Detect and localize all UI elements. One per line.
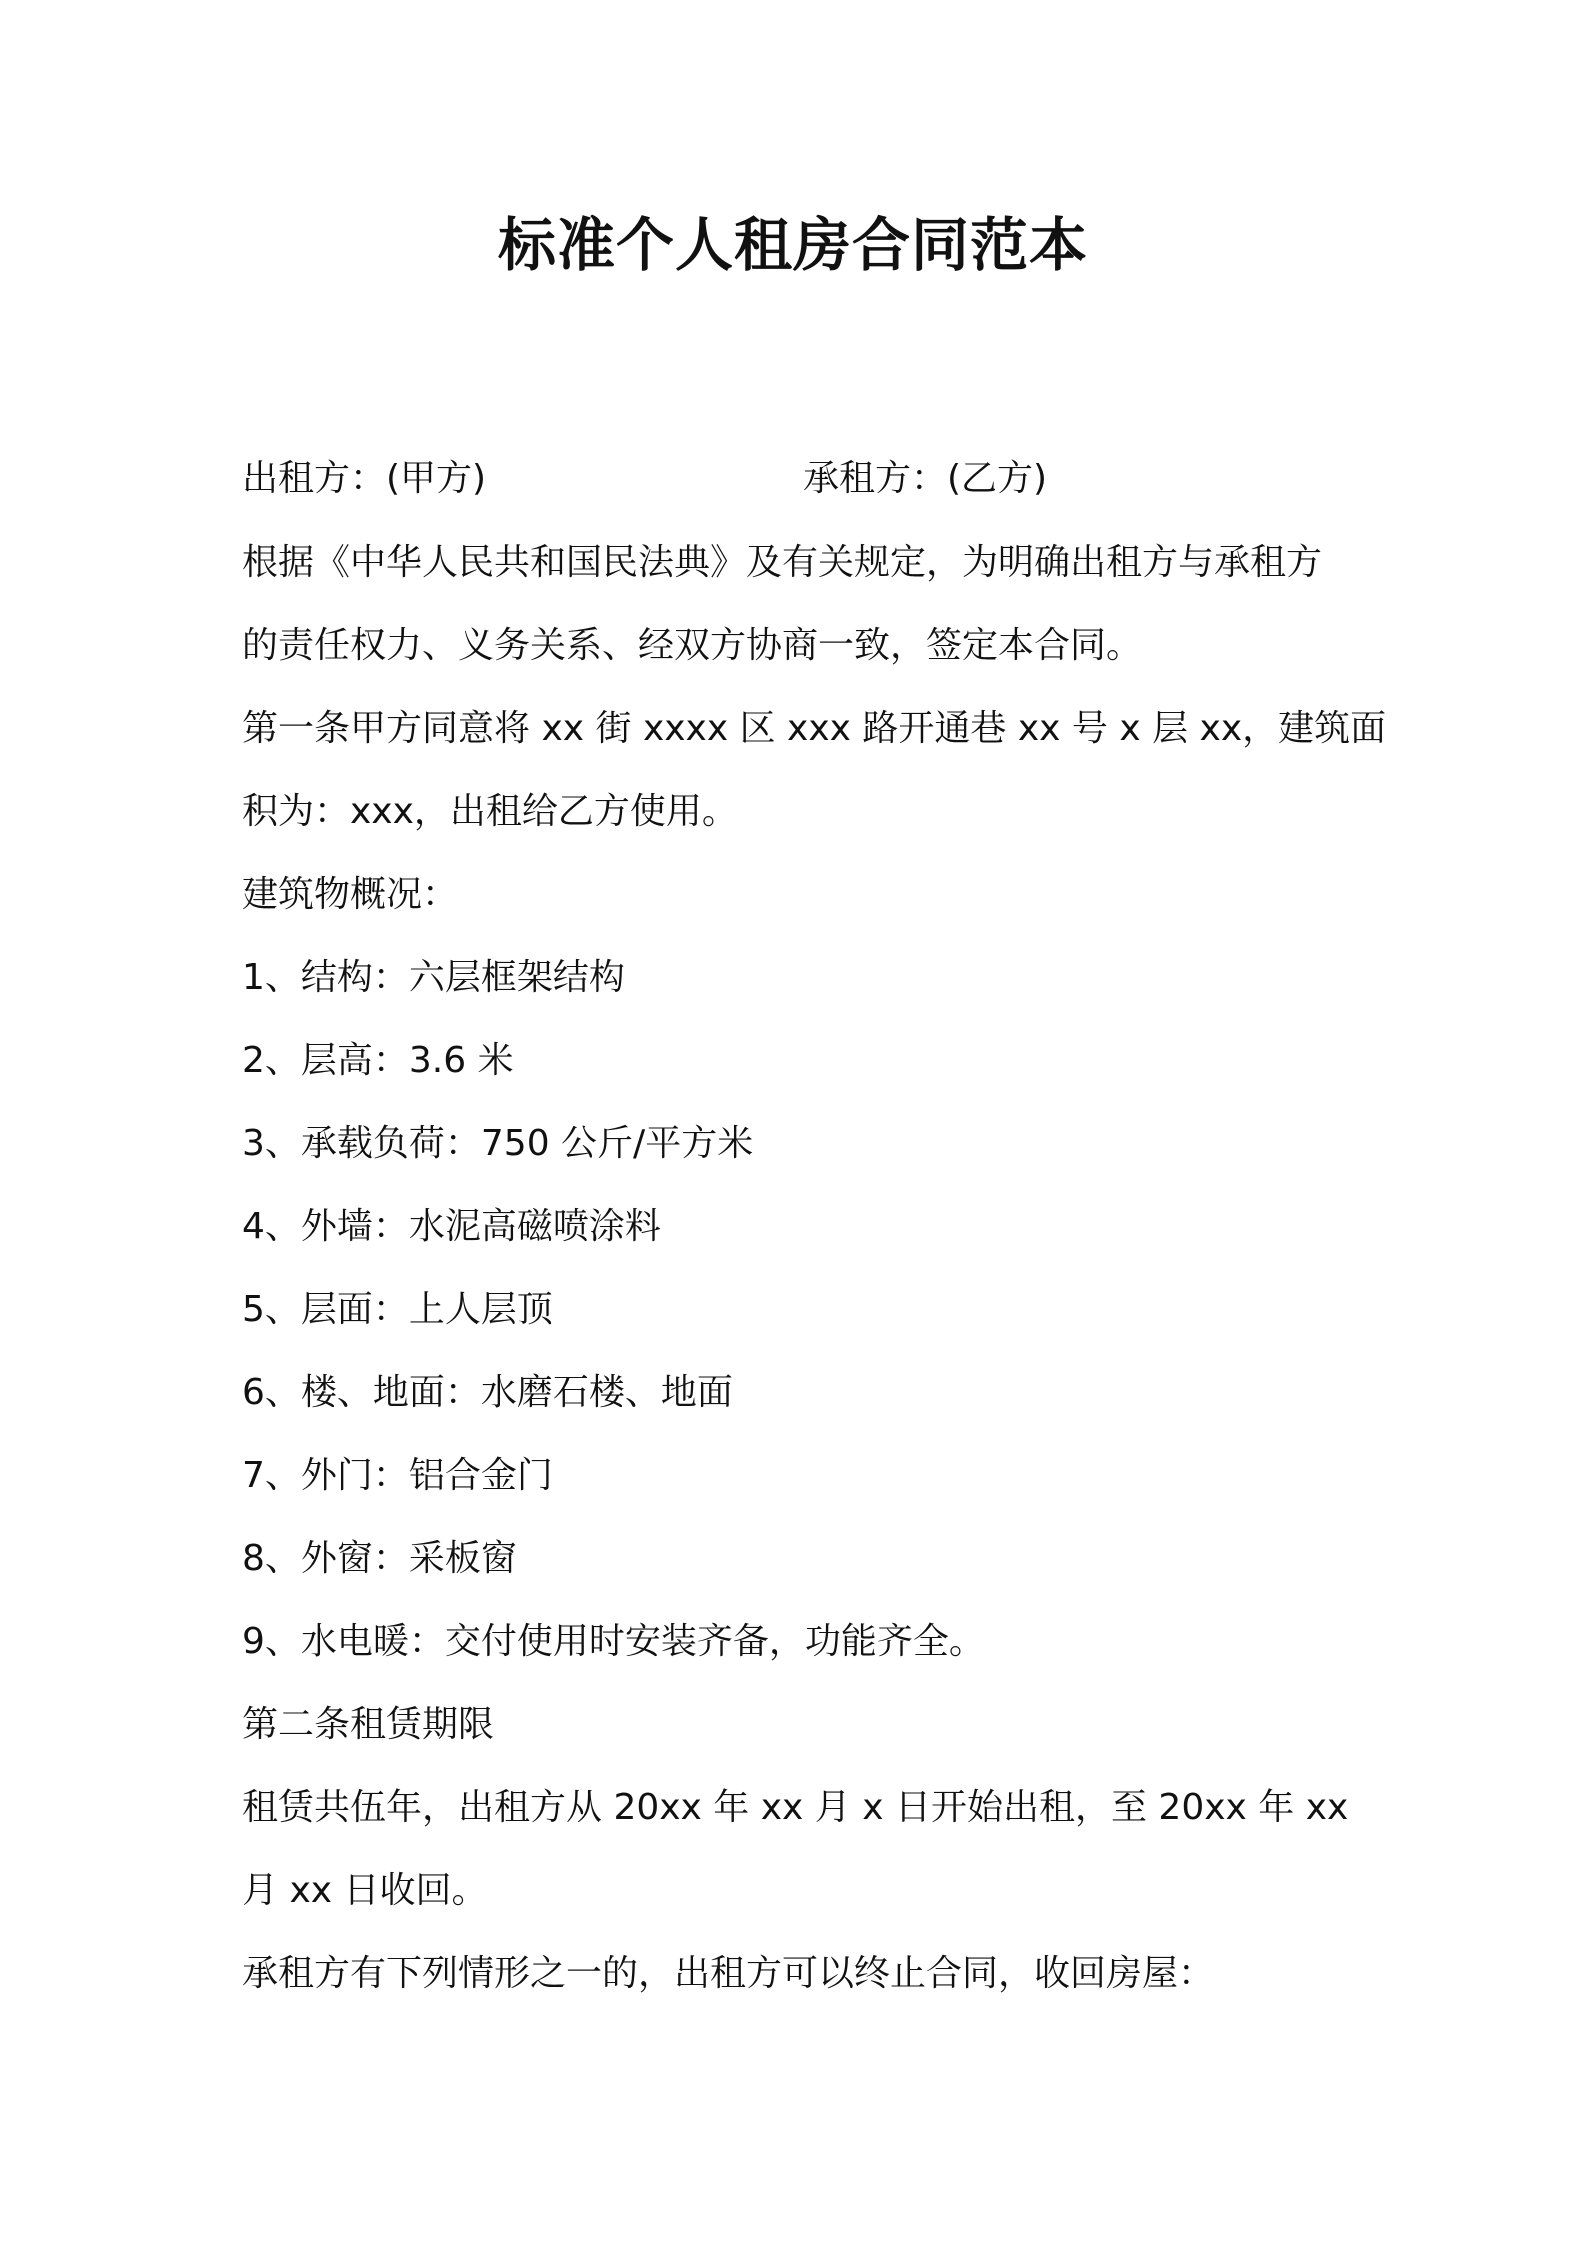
paragraph-line: 积为：xxx，出租给乙方使用。: [242, 791, 738, 832]
paragraph-line: 第一条甲方同意将 xx 街 xxxx 区 xxx 路开通巷 xx 号 x 层 xx，建筑面: [242, 708, 1387, 749]
list-item: 8、外窗：采板窗: [242, 1538, 517, 1579]
section-heading: 第二条租赁期限: [242, 1704, 495, 1745]
list-item: 1、结构：六层框架结构: [242, 957, 625, 998]
list-item: 9、水电暖：交付使用时安装齐备，功能齐全。: [242, 1621, 985, 1662]
list-item: 4、外墙：水泥高磁喷涂料: [242, 1206, 661, 1247]
paragraph-line: 根据《中华人民共和国民法典》及有关规定，为明确出租方与承租方: [242, 542, 1323, 583]
party-b-label: 承租方：(乙方): [803, 458, 1048, 499]
party-a-label: 出租方：(甲方): [242, 458, 487, 499]
list-item: 2、层高：3.6 米: [242, 1040, 514, 1081]
list-item: 7、外门：铝合金门: [242, 1455, 553, 1496]
paragraph-line: 租赁共伍年，出租方从 20xx 年 xx 月 x 日开始出租，至 20xx 年 xx: [242, 1787, 1349, 1828]
list-item: 5、层面：上人层顶: [242, 1289, 553, 1330]
list-item: 6、楼、地面：水磨石楼、地面: [242, 1372, 733, 1413]
paragraph-line: 承租方有下列情形之一的，出租方可以终止合同，收回房屋：: [242, 1953, 1215, 1994]
document-title: 标准个人租房合同范本: [497, 211, 1088, 279]
list-item: 3、承载负荷：750 公斤/平方米: [242, 1123, 754, 1164]
paragraph-line: 的责任权力、义务关系、经双方协商一致，签定本合同。: [242, 625, 1143, 666]
paragraph-line: 月 xx 日收回。: [242, 1870, 488, 1911]
paragraph-line: 建筑物概况：: [242, 874, 459, 915]
parties-line: [242, 453, 1342, 505]
